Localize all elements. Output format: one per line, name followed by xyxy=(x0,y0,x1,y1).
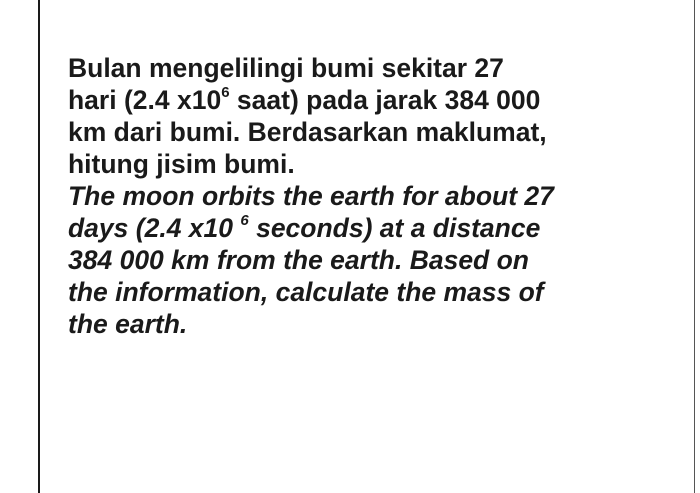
malay-line-1: Bulan mengelilingi bumi sekitar 27 xyxy=(68,53,504,83)
english-line-3: 384 000 km from the earth. Based on xyxy=(68,245,529,275)
malay-exponent: 6 xyxy=(221,84,230,102)
english-line-4: the information, calculate the mass of xyxy=(68,277,544,307)
question-english xyxy=(68,180,696,340)
english-line-2-part-a: days (2.4 x10 xyxy=(68,213,241,243)
malay-line-2 xyxy=(68,84,696,116)
question-text xyxy=(68,52,696,340)
malay-line-2-part-b: saat) pada jarak 384 000 xyxy=(229,85,541,115)
malay-line-3: km dari bumi. Berdasarkan maklumat, xyxy=(68,117,547,147)
english-line-5: the earth. xyxy=(68,309,188,339)
malay-line-2-part-a: hari (2.4 x10 xyxy=(68,85,222,115)
question-malay xyxy=(68,52,696,180)
english-line-2-part-b: seconds) at a distance xyxy=(248,213,541,243)
english-line-2 xyxy=(68,212,696,244)
english-exponent: 6 xyxy=(240,212,249,230)
english-line-1: The moon orbits the earth for about 27 xyxy=(68,181,554,211)
left-border-line xyxy=(38,0,40,493)
malay-line-4: hitung jisim bumi. xyxy=(68,149,295,179)
